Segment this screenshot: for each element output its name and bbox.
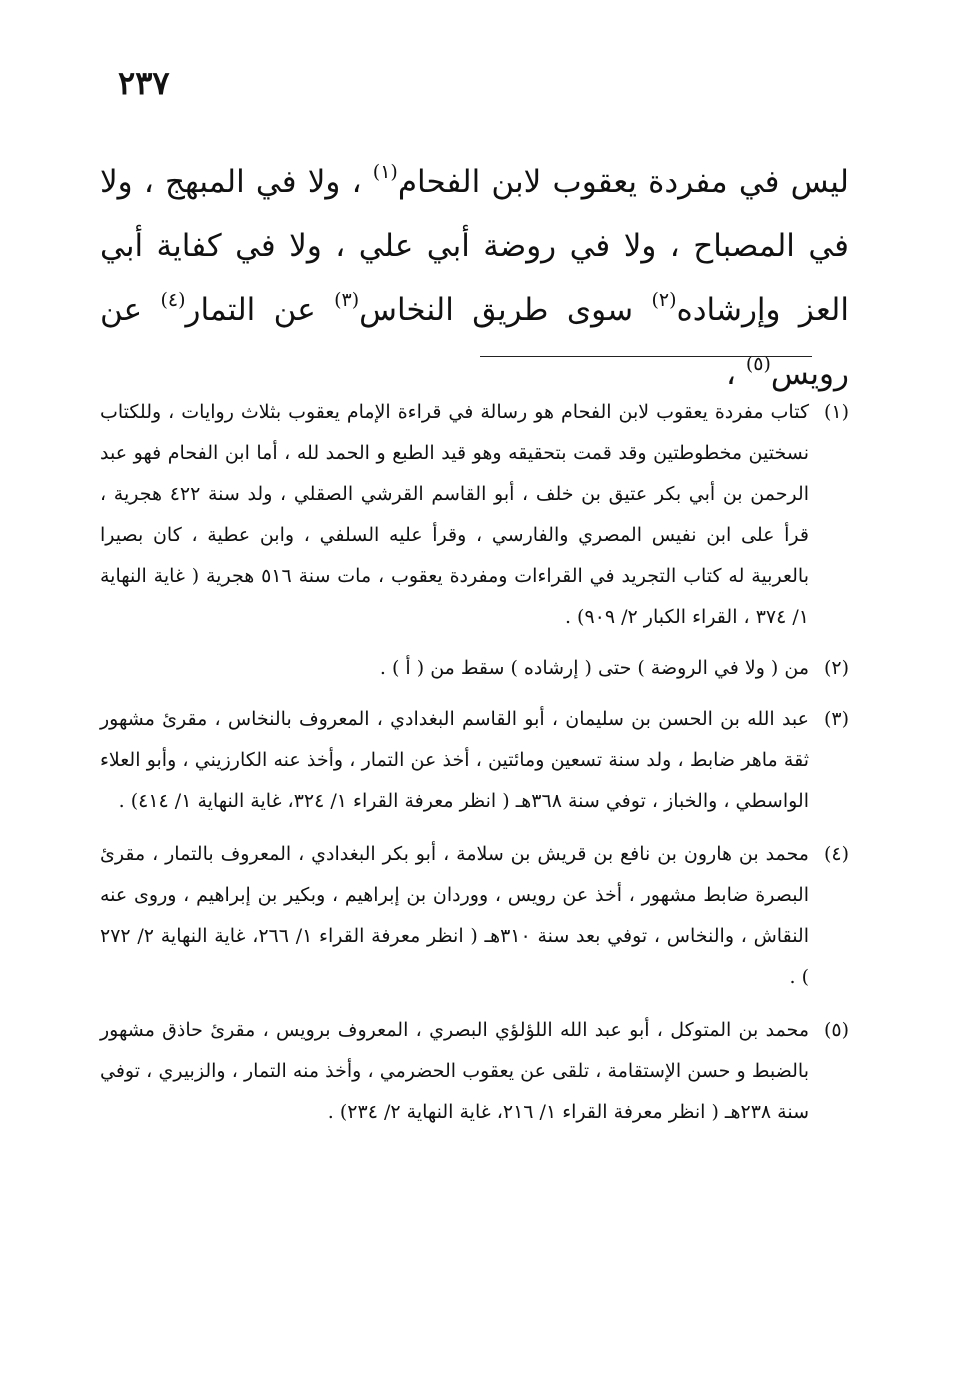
footnote-ref-2: (٢) xyxy=(651,289,677,311)
footnote-ref-1: (١) xyxy=(372,161,398,183)
footnote-ref-5: (٥) xyxy=(745,353,771,375)
main-text-segment: ، xyxy=(725,356,746,392)
footnote-marker: (٤) xyxy=(823,843,849,865)
main-text-segment: سوى طريق النخاس xyxy=(359,292,652,328)
page-number: ٢٣٧ xyxy=(118,64,170,102)
footnote-marker: (١) xyxy=(823,401,849,423)
footnote-marker: (٥) xyxy=(823,1019,849,1041)
footnote-text: محمد بن المتوكل ، أبو عبد الله اللؤلؤي البصري ، المعروف برويس ، مقرئ حاذق مشهور بالضبط و حسن الإستقامة ، تلقى عن يعقوب الحضرمي ، وأخذ منه التمار ، والزبيري ، توفي سنة ٢٣٨هـ ( انظر معرفة القراء ١/ ٢١٦، غاية النهاية ٢/ ٢٣٤) . xyxy=(100,1019,809,1123)
footnote-marker: (٢) xyxy=(823,657,849,679)
footnote-text: محمد بن هارون بن نافع بن قريش بن سلامة ، أبو بكر البغدادي ، المعروف بالتمار ، مقرئ البصرة ضابط مشهور ، أخذ عن رويس ، ووردان بن إبراهيم ، وبكير بن إبراهيم ، وروى عنه النقاش ، والنخاس ، توفي بعد سنة ٣١٠هـ ( انظر معرفة القراء ١/ ٢٦٦، غاية النهاية ٢/ ٢٧٢ ) . xyxy=(100,843,810,988)
footnote-text: من ( ولا في الروضة ) حتى ( إرشاده ) سقط من ( أ ) . xyxy=(379,657,809,679)
footnote-text: عبد الله بن الحسن بن سليمان ، أبو القاسم البغدادي ، المعروف بالنخاس ، مقرئ مشهور ثقة ماهر ضابط ، ولد سنة تسعين ومائتين ، أخذ عن التمار ، وأخذ عنه الكارزيني ، وأبو العلاء الواسطي ، والخباز ، توفي سنة ٣٦٨هـ ( انظر معرفة القراء ١/ ٣٢٤، غاية النهاية ١/ ٤١٤) . xyxy=(100,708,809,812)
main-text-paragraph xyxy=(100,150,849,406)
footnote-marker: (٣) xyxy=(823,708,849,730)
main-text-segment: عن رويس xyxy=(100,292,849,392)
footnote-text: كتاب مفردة يعقوب لابن الفحام هو رسالة في قراءة الإمام يعقوب بثلاث روايات ، وللكتاب نسختين مخطوطتين وقد قمت بتحقيقه وهو قيد الطبع و الحمد لله ، أما ابن الفحام فهو عبد الرحمن بن أبي بكر عتيق بن خلف ، أبو القاسم القرشي الصقلي ، ولد سنة ٤٢٢ هجرية ، قرأ على ابن نفيس المصري والفارسي ، وقرأ عليه السلفي ، وابن عطية ، كان بصيرا بالعربية له كتاب التجريد في القراءات ومفردة يعقوب ، مات سنة ٥١٦ هجرية ( غاية النهاية ١/ ٣٧٤ ، القراء الكبار ٢/ ٩٠٩) . xyxy=(100,401,809,628)
footnote-ref-3: (٣) xyxy=(334,289,360,311)
footnote-separator xyxy=(480,356,812,357)
main-text-segment: ، ولا في المبهج ، ولا في المصباح ، ولا في روضة أبي علي ، ولا في كفاية أبي العز وإرشاده xyxy=(100,164,849,328)
footnote-1 xyxy=(100,392,849,638)
footnote-3 xyxy=(100,699,849,822)
footnote-2 xyxy=(100,648,849,689)
main-text-segment: ليس في مفردة يعقوب لابن الفحام xyxy=(397,164,849,200)
footnotes-section xyxy=(100,392,849,1141)
footnote-4 xyxy=(100,834,849,998)
main-text-segment: عن التمار xyxy=(185,292,335,328)
footnote-ref-4: (٤) xyxy=(160,289,186,311)
footnote-5 xyxy=(100,1010,849,1133)
